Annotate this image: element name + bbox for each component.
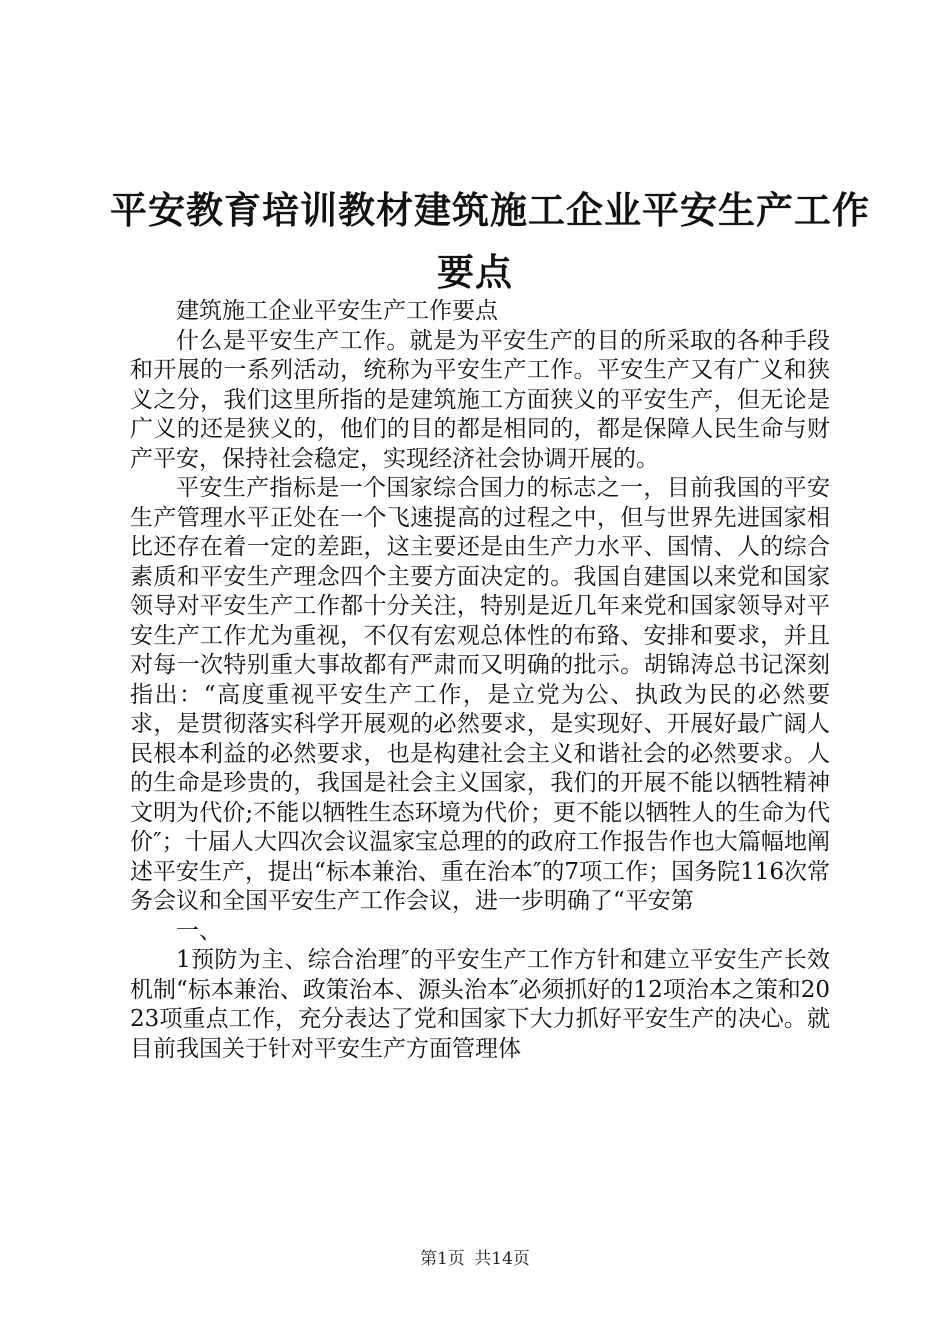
document-title <box>110 180 870 304</box>
paragraph-heading: 一、 <box>176 917 222 944</box>
page-footer <box>0 1244 950 1269</box>
document-body <box>130 297 830 1064</box>
title-line-2: 要点 <box>437 251 513 294</box>
page-total: 共14页 <box>474 1249 530 1269</box>
title-line-1: 平安教育培训教材建筑施工企业平安生产工作 <box>110 189 870 232</box>
page-number: 第1页 <box>420 1249 465 1269</box>
paragraph: 平安生产指标是一个国家综合国力的标志之一，目前我国的平安生产管理水平正处在一个飞速提高的过程之中，但与世界先进国家相比还存在着一定的差距，这主要还是由生产力水平、国情、人的综合素质和平安生产理念四个主要方面决定的。我国自建国以来党和国家领导对平安生产工作都十分关注，特别是近几年来党和国家领导对平安生产工作尤为重视，不仅有宏观总体性的布臵、安排和要求，并且对每一次特别重大事故都有严肃而又明确的批示。胡锦涛总书记深刻指出：“高度重视平安生产工作，是立党为公、执政为民的必然要求，是贯彻落实科学开展观的必然要求，是实现好、开展好最广阔人民根本利益的必然要求，也是构建社会主义和谐社会的必然要求。人的生命是珍贵的，我国是社会主义国家，我们的开展不能以牺牲精神文明为代价;不能以牺牲生态环境为代价；更不能以牺牲人的生命为代价″；十届人大四次会议温家宝总理的的政府工作报告作也大篇幅地阐述平安生产，提出“标本兼治、重在治本″的7项工作；国务院116次常务会议和全国平安生产工作会议，进一步明确了“平安第 <box>130 475 830 914</box>
paragraph-subtitle: 建筑施工企业平安生产工作要点 <box>176 298 498 324</box>
paragraph: 1预防为主、综合治理″的平安生产工作方针和建立平安生产长效机制“标本兼治、政策治本、源头治本″必须抓好的12项治本之策和2023项重点工作，充分表达了党和国家下大力抓好平安生产的决心。就目前我国关于针对平安生产方面管理体 <box>130 947 830 1062</box>
paragraph: 什么是平安生产工作。就是为平安生产的目的所采取的各种手段和开展的一系列活动，统称为平安生产工作。平安生产又有广义和狭义之分，我们这里所指的是建筑施工方面狭义的平安生产，但无论是广义的还是狭义的，他们的目的都是相同的，都是保障人民生命与财产平安，保持社会稳定，实现经济社会协调开展的。 <box>130 327 830 472</box>
